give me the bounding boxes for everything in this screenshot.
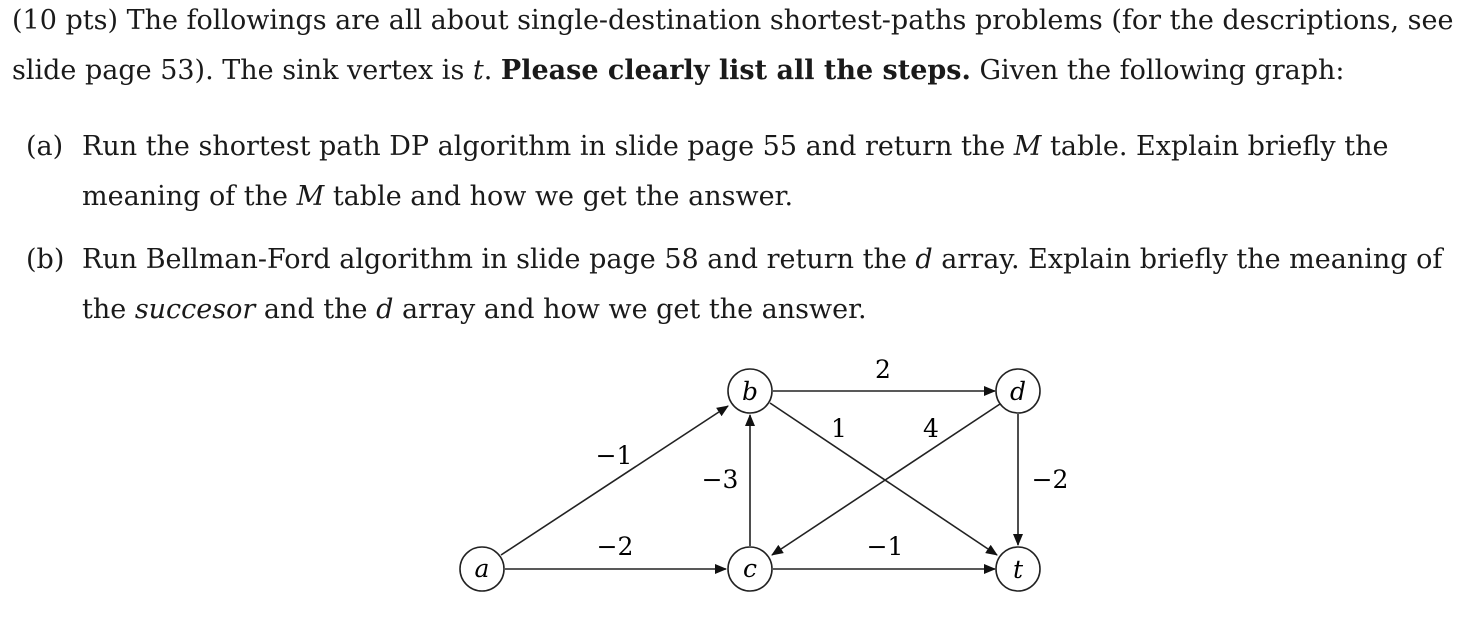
emphasis-instruction: Please clearly list all the steps.: [500, 55, 971, 86]
node-a-label: a: [474, 554, 490, 583]
part-a-label: (a): [26, 131, 64, 162]
part-a-text: Run the shortest path DP algorithm in slide page 55 and return the M table. Explain briefly the meaning of the M table and how we get the answer.: [82, 131, 1389, 212]
weight-c-t: −1: [866, 532, 904, 561]
problem-line-2: slide page 53). The sink vertex is t. Please clearly list all the steps. Given the following graph:: [12, 55, 1345, 86]
node-c-label: c: [742, 554, 758, 583]
node-b-label: b: [741, 377, 759, 406]
weight-a-c: −2: [596, 532, 634, 561]
node-b: [728, 369, 772, 413]
node-d: [996, 369, 1040, 413]
node-c: [728, 547, 772, 591]
problem-line-1: (10 pts) The followings are all about single-destination shortest-paths problems (for the descriptions, see: [12, 5, 1454, 36]
weight-b-t: 1: [831, 414, 847, 443]
weight-a-b: −1: [595, 441, 633, 470]
weight-c-b: −3: [701, 465, 739, 494]
weight-d-t: −2: [1031, 465, 1069, 494]
node-t: [996, 547, 1040, 591]
weight-b-d: 2: [875, 355, 891, 384]
node-t-label: t: [1012, 555, 1024, 584]
node-a: [460, 547, 504, 591]
part-b-text: Run Bellman-Ford algorithm in slide page 58 and return the d array. Explain briefly the meaning of the succesor and the d array and how we get the answer.: [82, 244, 1443, 325]
part-b-label: (b): [26, 244, 65, 275]
sink-var: t: [472, 55, 484, 86]
weight-d-c: 4: [923, 414, 939, 443]
node-d-label: d: [1009, 377, 1027, 406]
